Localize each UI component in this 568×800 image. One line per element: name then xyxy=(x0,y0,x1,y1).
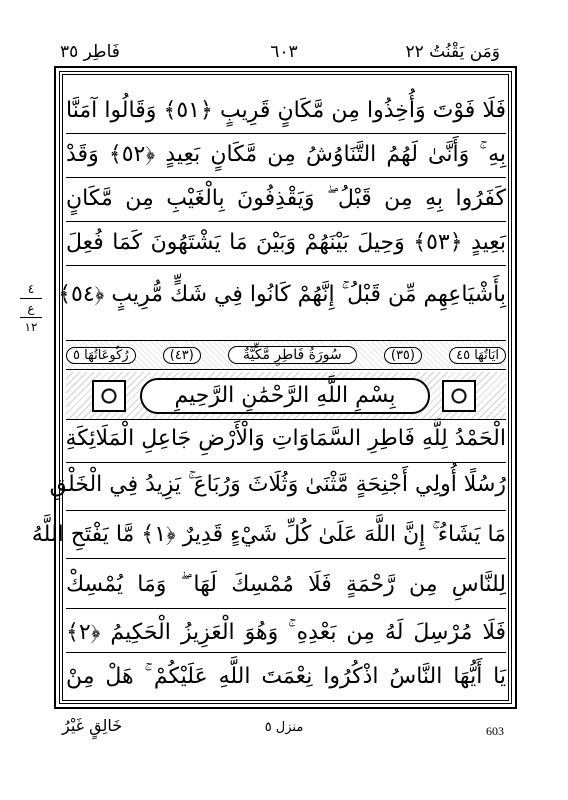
line-rule xyxy=(66,558,506,559)
verse-line-9: لِلنَّاسِ مِن رَّحْمَةٍ فَلَا مُمْسِكَ لَهَا ۖ وَمَا يُمْسِكْ xyxy=(66,572,506,597)
page-number-latin: 603 xyxy=(486,724,504,738)
ornament-icon xyxy=(442,380,476,412)
line-rule xyxy=(66,133,506,134)
ruku-margin-marker xyxy=(18,282,44,334)
verse-line-5: بِأَشْيَاعِهِم مِّن قَبْلُ ۚ إِنَّهُمْ كَانُوا فِي شَكٍّ مُّرِيبٍ ﴿٥٤﴾ xyxy=(58,282,506,307)
surah-title: سُورَةُ فَاطِرٍ مَّكِّيَّةٌ xyxy=(228,346,357,364)
verse-line-6: الْحَمْدُ لِلَّهِ فَاطِرِ السَّمَاوَاتِ وَالْأَرْضِ جَاعِلِ الْمَلَائِكَةِ xyxy=(65,426,506,451)
line-rule xyxy=(66,652,506,653)
line-rule xyxy=(66,221,506,222)
line-rule xyxy=(66,462,506,463)
ruku-marker-bottom: ١٢ xyxy=(24,320,38,334)
ruku-marker-mid: ع xyxy=(27,301,35,315)
surah-header xyxy=(66,342,506,368)
verse-line-10: فَلَا مُرْسِلَ لَهُ مِن بَعْدِهِ ۚ وَهُوَ الْعَزِيزُ الْحَكِيمُ ﴿٢﴾ xyxy=(66,620,506,645)
verse-line-7: رُسُلًا أُولِي أَجْنِحَةٍ مَّثْنَىٰ وَثُلَاثَ وَرُبَاعَ ۚ يَزِيدُ فِي الْخَلْقِ xyxy=(49,472,506,497)
line-rule xyxy=(66,265,506,266)
running-head-juz: وَمَن يَقْنُتُ ٢٢ xyxy=(405,42,500,62)
catchword: خَالِقٍ غَيْرُ xyxy=(62,716,123,735)
page-number-arabic: ٦٠٣ xyxy=(270,42,298,62)
surah-ruku-count: رُكُوعَاتُهَا ٥ xyxy=(66,347,136,364)
verse-line-1: فَلَا فَوْتَ وَأُخِذُوا مِن مَّكَانٍ قَرِيبٍ ﴿٥١﴾ وَقَالُوا آمَنَّا xyxy=(66,98,506,123)
ornament-icon xyxy=(92,380,126,412)
verse-line-4: بَعِيدٍ ﴿٥٣﴾ وَحِيلَ بَيْنَهُمْ وَبَيْنَ مَا يَشْتَهُونَ كَمَا فُعِلَ xyxy=(66,230,506,255)
line-rule xyxy=(66,608,506,609)
running-head-surah: فَاطِر ٣٥ xyxy=(60,42,120,62)
verse-line-2: بِهِ ۚ وَأَنَّىٰ لَهُمُ التَّنَاوُشُ مِن مَّكَانٍ بَعِيدٍ ﴿٥٢﴾ وَقَدْ xyxy=(66,142,506,167)
verse-line-11: يَا أَيُّهَا النَّاسُ اذْكُرُوا نِعْمَتَ اللَّهِ عَلَيْكُمْ ۚ هَلْ مِنْ xyxy=(66,664,506,689)
surah-number: (٣٥) xyxy=(384,347,422,364)
line-rule xyxy=(66,177,506,178)
manzil-marker: منزل ٥ xyxy=(264,720,304,735)
verse-line-3: كَفَرُوا بِهِ مِن قَبْلُ ۖ وَيَقْذِفُونَ بِالْغَيْبِ مِن مَّكَانٍ xyxy=(66,186,506,211)
surah-revelation-order: (٤٣) xyxy=(163,347,201,364)
bismillah: بِسْمِ اللَّهِ الرَّحْمَٰنِ الرَّحِيمِ xyxy=(140,378,430,414)
surah-ayat-count: آيَاتُهَا ٤٥ xyxy=(449,347,506,364)
verse-line-8: مَا يَشَاءُ ۚ إِنَّ اللَّهَ عَلَىٰ كُلِّ شَيْءٍ قَدِيرٌ ﴿١﴾ مَّا يَفْتَحِ اللَّهُ xyxy=(31,522,506,547)
line-rule xyxy=(66,510,506,511)
ruku-marker-top: ٤ xyxy=(27,282,35,296)
